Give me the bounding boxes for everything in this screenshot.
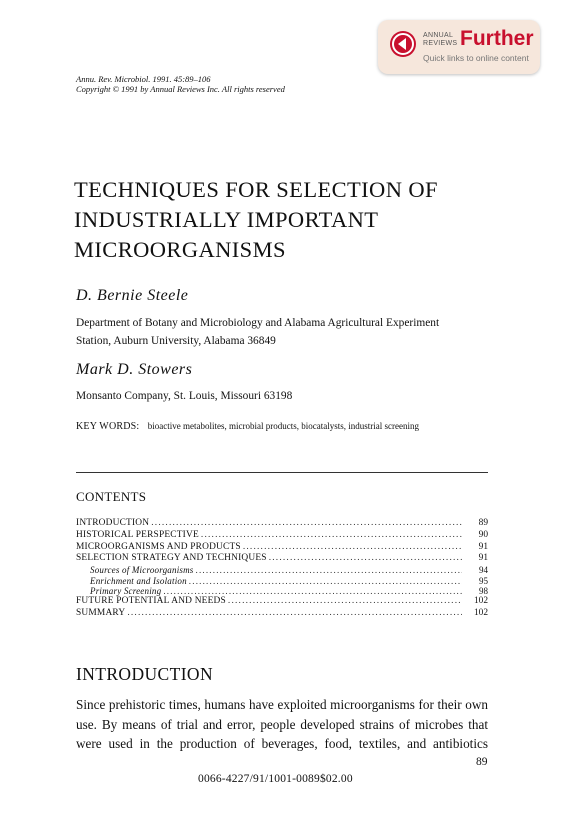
contents-heading: CONTENTS (76, 489, 147, 504)
title-line-3: MICROORGANISMS (74, 237, 286, 262)
toc-entry-page: 90 (478, 529, 488, 540)
toc-entry-title: Sources of Microorganisms (90, 565, 194, 576)
toc-entry-title: INTRODUCTION (76, 518, 150, 528)
paragraph-line: use. By means of trial and error, people developed strains of microbes that (76, 716, 488, 732)
play-back-icon (390, 31, 416, 57)
toc-entry-title: MICROORGANISMS AND PRODUCTS (76, 541, 241, 552)
toc-entry-primary-screening[interactable] (76, 586, 488, 596)
toc-leader-dots (189, 576, 462, 586)
annual-reviews-further-badge[interactable] (378, 20, 540, 74)
toc-entry-page: 91 (478, 541, 488, 552)
toc-entry-title: Enrichment and Isolation (90, 575, 187, 586)
toc-entry-page: 102 (473, 608, 488, 619)
toc-entry-title: Primary Screening (90, 585, 162, 596)
toc-entry-sources-of-microorganisms[interactable] (76, 565, 488, 575)
toc-entry-page: 98 (479, 585, 488, 596)
toc-entry-future-potential[interactable] (76, 596, 488, 608)
toc-entry-page: 102 (473, 596, 488, 607)
toc-entry-enrichment-and-isolation[interactable] (76, 576, 488, 586)
citation-block (76, 74, 285, 94)
toc-entry-title: SUMMARY (76, 608, 126, 619)
keywords (76, 421, 419, 432)
keywords-label: KEY WORDS: (76, 421, 140, 432)
toc-entry-introduction[interactable] (76, 518, 488, 530)
toc-entry-microorganisms-and-products[interactable] (76, 542, 488, 554)
article-title (74, 175, 514, 265)
title-line-1: TECHNIQUES FOR SELECTION OF (74, 177, 438, 202)
issn-code: 0066-4227/91/1001-0089$02.00 (198, 773, 353, 785)
toc-leader-dots (201, 530, 462, 542)
toc-entry-selection-strategy[interactable] (76, 553, 488, 565)
toc-entry-page: 89 (478, 518, 488, 528)
toc-entry-page: 91 (478, 553, 488, 564)
toc-entry-page: 95 (479, 575, 488, 586)
affiliation-1-line-2: Station, Auburn University, Alabama 36849 (76, 335, 276, 347)
introduction-paragraph (76, 695, 488, 754)
paragraph-line: were used in the production of beverages, food, textiles, and antibiotics (76, 736, 488, 751)
copyright-line: Copyright © 1991 by Annual Reviews Inc. All rights reserved (76, 84, 285, 94)
toc-entry-title: HISTORICAL PERSPECTIVE (76, 529, 199, 540)
toc-leader-dots (163, 586, 462, 596)
section-divider (76, 472, 488, 473)
page-number: 89 (476, 756, 488, 768)
toc-leader-dots (151, 518, 462, 530)
author-affiliation-2 (76, 387, 516, 405)
badge-further-text: Further (460, 27, 534, 50)
author-affiliation-1 (76, 314, 516, 350)
badge-annual-reviews-logo (423, 32, 457, 48)
toc-entry-title: SELECTION STRATEGY AND TECHNIQUES (76, 553, 267, 564)
keywords-values: bioactive metabolites, microbial products, biocatalysts, industrial screening (147, 421, 419, 431)
affiliation-2-line-1: Monsanto Company, St. Louis, Missouri 63198 (76, 390, 293, 402)
paragraph-line: Since prehistoric times, humans have exploited microorganisms for their own (76, 697, 488, 712)
toc-leader-dots (196, 565, 463, 575)
toc-entry-title: FUTURE POTENTIAL AND NEEDS (76, 596, 226, 607)
affiliation-1-line-1: Department of Botany and Microbiology and Alabama Agricultural Experiment (76, 317, 440, 329)
toc-entry-historical-perspective[interactable] (76, 530, 488, 542)
toc-entry-page: 94 (479, 565, 488, 576)
author-name-2: Mark D. Stowers (76, 361, 193, 378)
introduction-heading: INTRODUCTION (76, 664, 214, 684)
toc-leader-dots (228, 596, 462, 608)
badge-annual-text: ANNUAL (423, 32, 454, 39)
author-name-1: D. Bernie Steele (76, 287, 189, 304)
table-of-contents (76, 518, 488, 620)
toc-entry-summary[interactable] (76, 608, 488, 620)
toc-leader-dots (243, 542, 462, 554)
badge-subtitle: Quick links to online content (423, 53, 529, 63)
citation-line-1: Annu. Rev. Microbiol. 1991. 45:89–106 (76, 74, 211, 84)
title-line-2: INDUSTRIALLY IMPORTANT (74, 207, 379, 232)
toc-leader-dots (269, 553, 462, 565)
badge-reviews-text: REVIEWS (423, 40, 458, 47)
toc-leader-dots (127, 608, 462, 620)
